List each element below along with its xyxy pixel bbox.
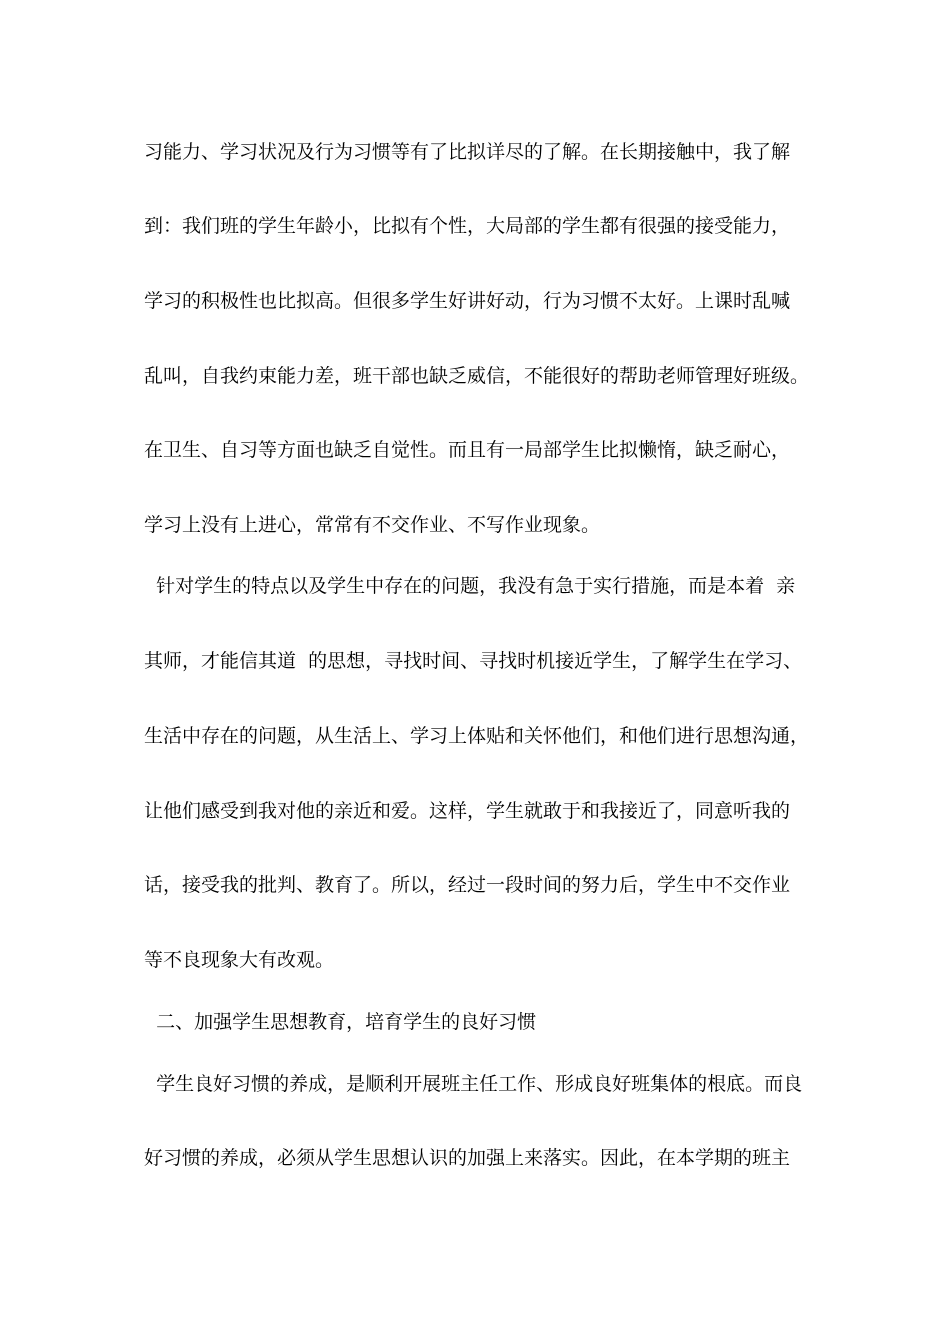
text-line: 学习的积极性也比拟高。但很多学生好讲好动，行为习惯不太好。上课时乱喊: [144, 290, 791, 312]
text-line: 话，接受我的批判、教育了。所以，经过一段时间的努力后，学生中不交作业: [144, 874, 791, 896]
text-line: 乱叫，自我约束能力差，班干部也缺乏威信，不能很好的帮助老师管理好班级。: [144, 365, 810, 387]
text-line: 其师，才能信其道 的思想，寻找时间、寻找时机接近学生，了解学生在学习、: [144, 650, 803, 672]
text-line: 在卫生、自习等方面也缺乏自觉性。而且有一局部学生比拟懒惰，缺乏耐心，: [144, 439, 791, 461]
text-line: 针对学生的特点以及学生中存在的问题，我没有急于实行措施，而是本着 亲: [144, 575, 796, 597]
text-line: 学生良好习惯的养成，是顺利开展班主任工作、形成良好班集体的根底。而良: [144, 1073, 803, 1095]
text-line: 到：我们班的学生年龄小，比拟有个性，大局部的学生都有很强的接受能力，: [144, 215, 791, 237]
section-heading: 二、加强学生思想教育，培育学生的良好习惯: [144, 1011, 537, 1033]
text-line: 生活中存在的问题，从生活上、学习上体贴和关怀他们，和他们进行思想沟通，: [144, 725, 810, 747]
text-line: 学习上没有上进心，常常有不交作业、不写作业现象。: [144, 514, 601, 536]
text-line: 好习惯的养成，必须从学生思想认识的加强上来落实。因此，在本学期的班主: [144, 1147, 791, 1169]
text-line: 让他们感受到我对他的亲近和爱。这样，学生就敢于和我接近了，同意听我的: [144, 800, 791, 822]
text-line: 习能力、学习状况及行为习惯等有了比拟详尽的了解。在长期接触中，我了解: [144, 141, 791, 163]
text-line: 等不良现象大有改观。: [144, 949, 335, 971]
